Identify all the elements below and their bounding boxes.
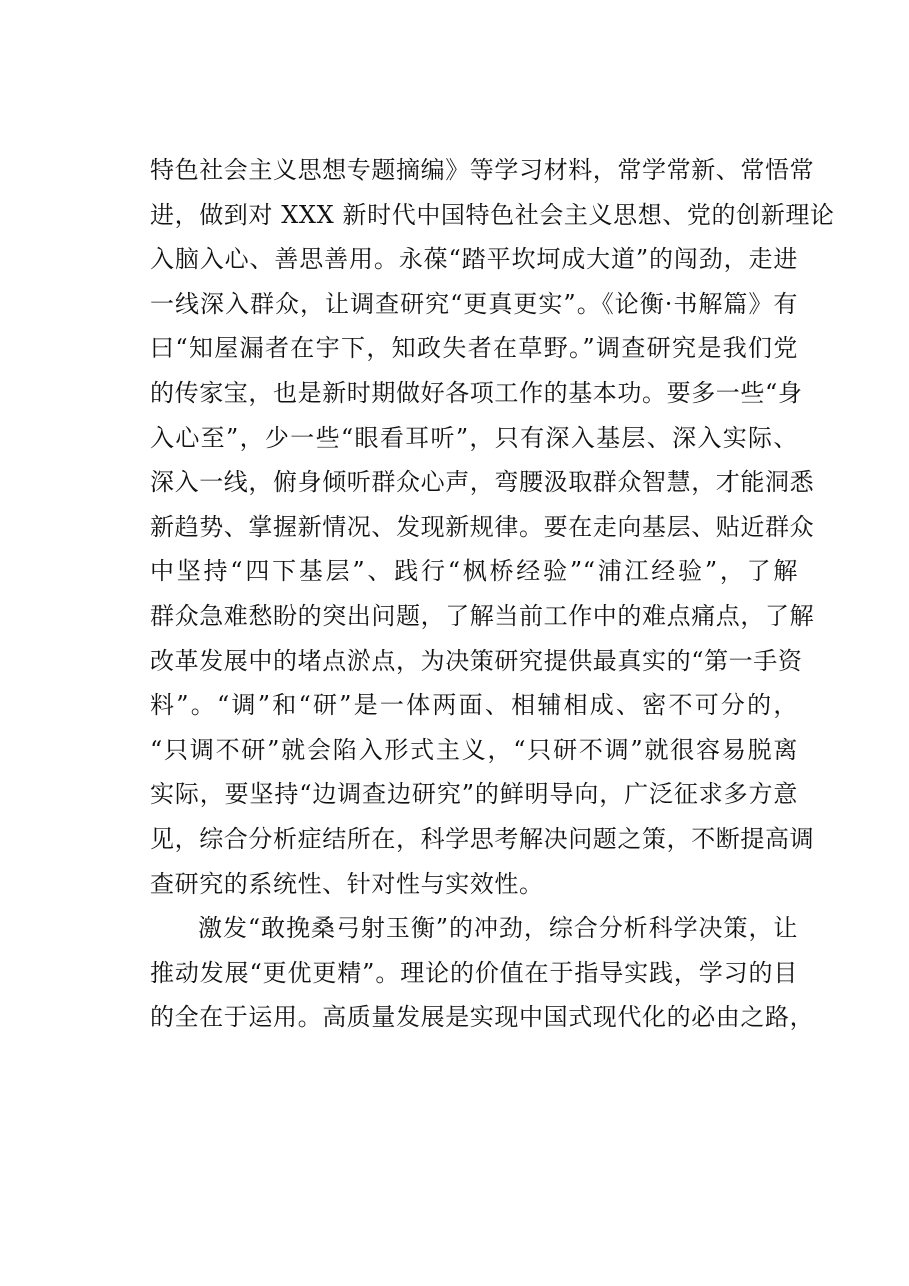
- paragraph-line: 特色社会主义思想专题摘编》等学习材料，常学常新、常悟常: [150, 156, 815, 184]
- paragraph-line: 改革发展中的堵点淤点，为决策研究提供最真实的“第一手资: [150, 646, 803, 675]
- paragraph-line: 实际，要坚持“边调查边研究”的鲜明导向，广泛征求多方意: [150, 780, 798, 809]
- paragraph-line: 查研究的系统性、针对性与实效性。: [150, 869, 544, 898]
- paragraph-line: 深入一线，俯身倾听群众心声，弯腰汲取群众智慧，才能洞悉: [150, 468, 815, 497]
- paragraph-line: 入心至”，少一些“眼看耳听”，只有深入基层、深入实际、: [150, 423, 798, 452]
- paragraph-line: 的传家宝，也是新时期做好各项工作的基本功。要多一些“身: [150, 378, 803, 407]
- paragraph-line: 新趋势、掌握新情况、发现新规律。要在走向基层、贴近群众: [150, 512, 815, 541]
- paragraph-line: 进，做到对 XXX 新时代中国特色社会主义思想、党的创新理论: [150, 200, 835, 229]
- paragraph-1: [150, 148, 835, 906]
- paragraph-line: “只调不研”就会陷入形式主义，“只研不调”就很容易脱离: [150, 735, 798, 764]
- paragraph-line: 料”。“调”和“研”是一体两面、相辅相成、密不可分的，: [150, 691, 798, 720]
- paragraph-line: 曰“知屋漏者在宇下，知政失者在草野。”调查研究是我们党: [150, 334, 798, 363]
- paragraph-2: [150, 906, 815, 1040]
- paragraph-line: 推动发展“更优更精”。理论的价值在于指导实践，学习的目: [150, 958, 798, 987]
- paragraph-line: 群众急难愁盼的突出问题，了解当前工作中的难点痛点，了解: [150, 601, 815, 630]
- paragraph-line: 的全在于运用。高质量发展是实现中国式现代化的必由之路，: [150, 1003, 815, 1032]
- paragraph-line: 一线深入群众，让调查研究“更真更实”。《论衡·书解篇》有: [150, 289, 798, 318]
- paragraph-line: 见，综合分析症结所在，科学思考解决问题之策，不断提高调: [150, 824, 815, 853]
- paragraph-line: 激发“敢挽桑弓射玉衡”的冲劲，综合分析科学决策，让: [198, 914, 798, 943]
- paragraph-line: 中坚持“四下基层”、践行“枫桥经验”“浦江经验”，了解: [150, 557, 798, 586]
- document-body: [150, 148, 835, 1040]
- paragraph-line: 入脑入心、善思善用。永葆“踏平坎坷成大道”的闯劲，走进: [150, 245, 798, 274]
